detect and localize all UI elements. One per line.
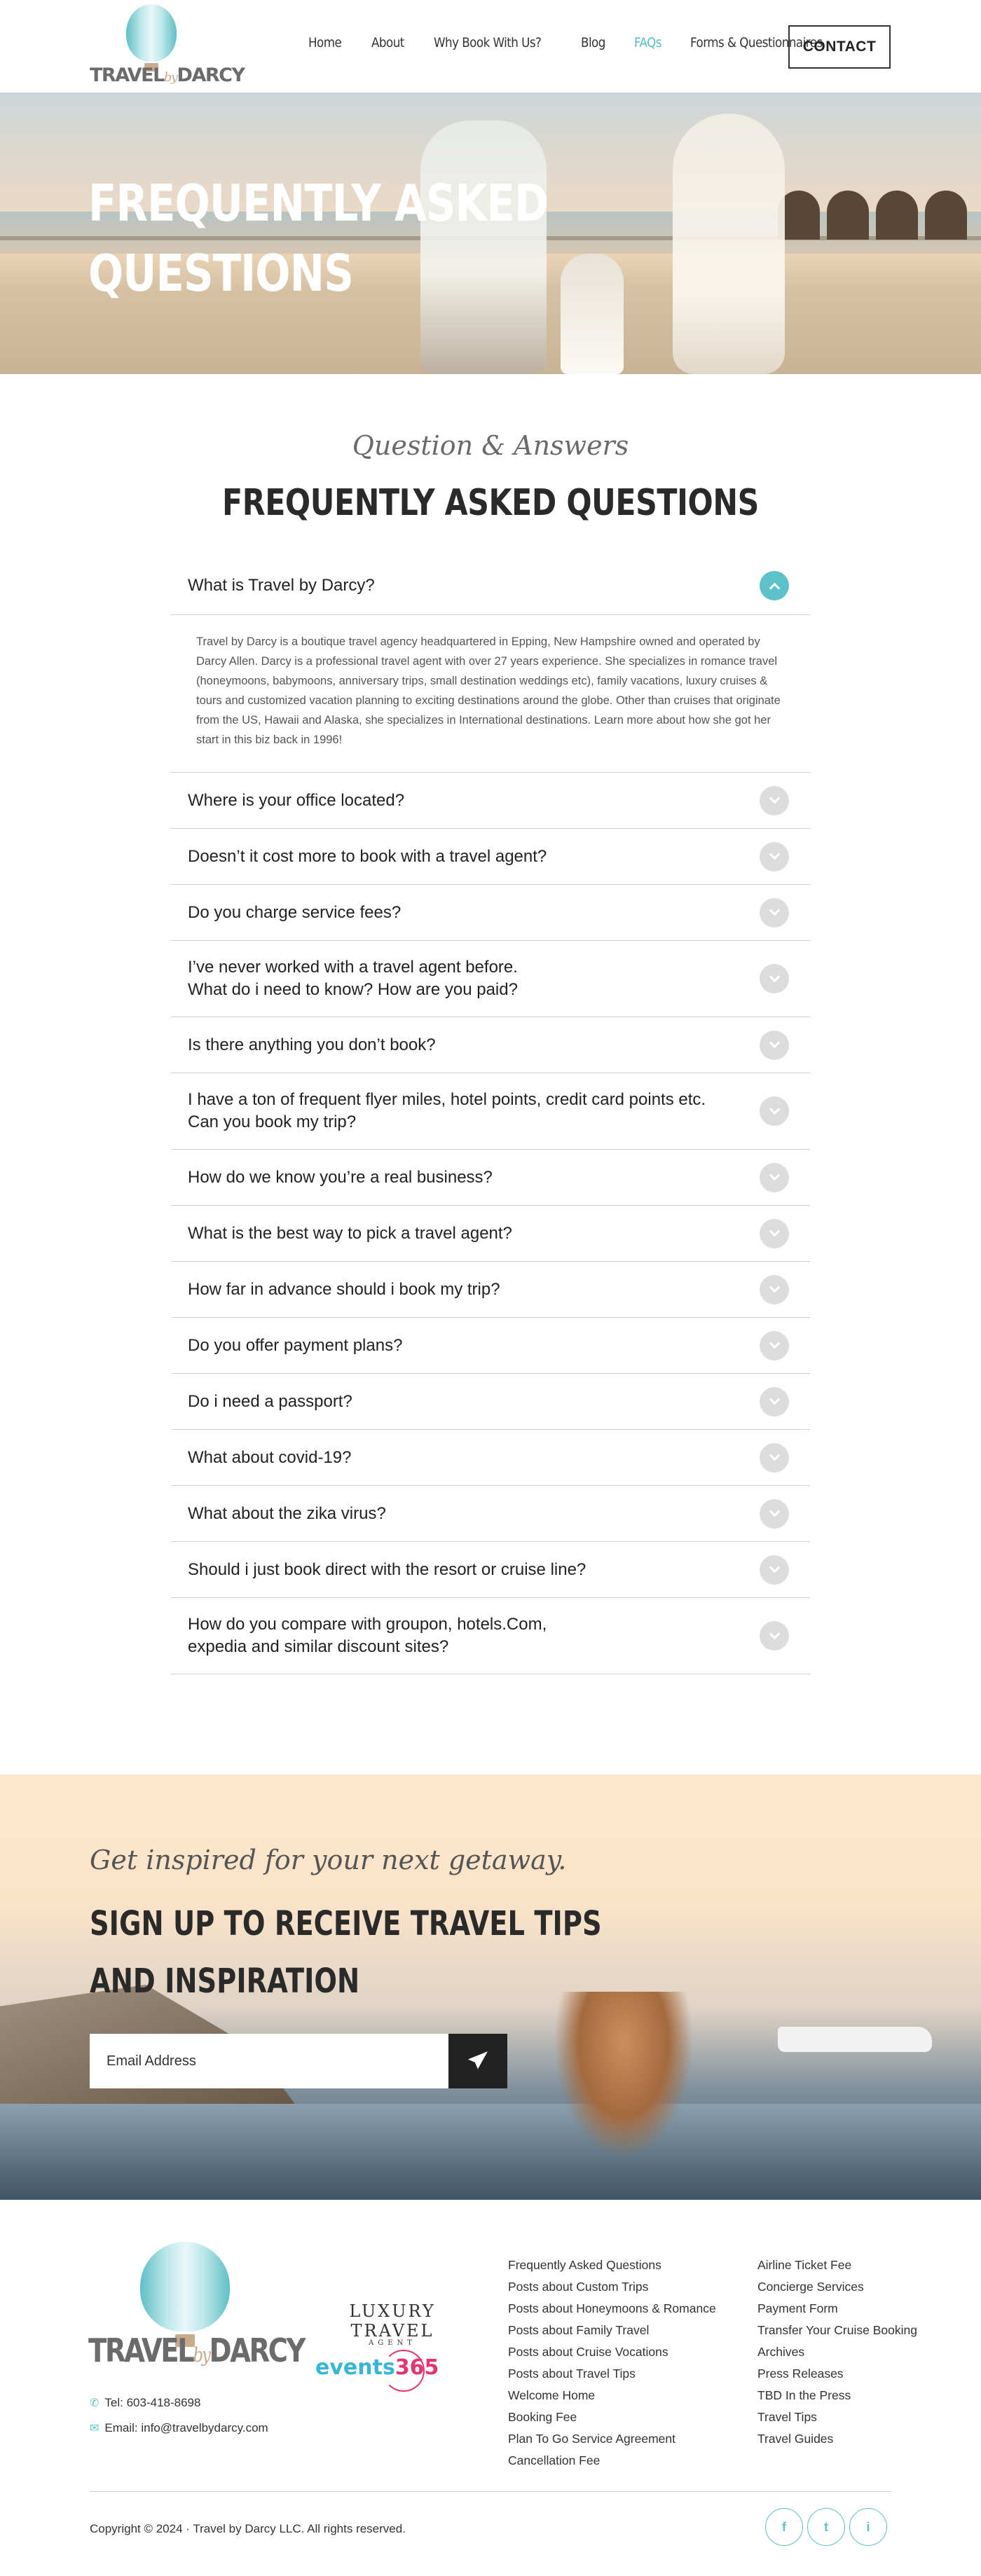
- contact-button[interactable]: CONTACT: [788, 25, 891, 69]
- faq-question-text: Where is your office located?: [188, 790, 405, 810]
- faq-question[interactable]: [171, 773, 810, 828]
- faq-question[interactable]: [171, 1598, 810, 1674]
- faq-question[interactable]: [171, 1318, 810, 1373]
- faq-question[interactable]: [171, 1374, 810, 1429]
- faq-item: [171, 1262, 810, 1318]
- site-logo[interactable]: [90, 4, 245, 88]
- footer-link[interactable]: Frequently Asked Questions: [508, 2258, 661, 2272]
- chevron-down-icon[interactable]: [760, 786, 789, 815]
- faq-item: [171, 1430, 810, 1486]
- faq-item: [171, 1150, 810, 1206]
- faq-question[interactable]: [171, 1206, 810, 1261]
- twitter-icon[interactable]: t: [807, 2508, 845, 2546]
- logo-wordmark: TRAVELbyDARCY: [90, 64, 245, 86]
- faq-item: [171, 1206, 810, 1262]
- chevron-down-icon[interactable]: [760, 842, 789, 872]
- faq-question-text: I’ve never worked with a travel agent before. What do i need to know? How are you paid?: [188, 958, 518, 999]
- nav-blog[interactable]: Blog: [581, 35, 606, 50]
- nav-why-book[interactable]: Why Book With Us?: [433, 35, 542, 50]
- chevron-down-icon[interactable]: [760, 1443, 789, 1473]
- chevron-down-icon[interactable]: [760, 1163, 789, 1192]
- faq-question[interactable]: [171, 557, 810, 614]
- faq-question[interactable]: [171, 1262, 810, 1317]
- hot-air-balloon-icon: [140, 2242, 230, 2332]
- nav-faqs[interactable]: FAQs: [633, 35, 661, 50]
- submit-button[interactable]: [448, 2034, 507, 2088]
- footer-divider: [90, 2491, 891, 2492]
- faq-item: [171, 1073, 810, 1150]
- faq-question[interactable]: [171, 1073, 810, 1149]
- chevron-down-icon[interactable]: [760, 898, 789, 928]
- footer-link[interactable]: TBD In the Press: [757, 2388, 851, 2402]
- chevron-down-icon[interactable]: [760, 1387, 789, 1417]
- footer-phone[interactable]: ✆ Tel: 603-418-8698: [90, 2396, 201, 2409]
- hero-hut: [827, 191, 869, 240]
- nav-home[interactable]: Home: [308, 35, 342, 50]
- faq-question[interactable]: [171, 1150, 810, 1205]
- chevron-down-icon[interactable]: [760, 1031, 789, 1060]
- faq-item: [171, 773, 810, 829]
- footer-link[interactable]: Travel Tips: [757, 2410, 817, 2424]
- hero-hut: [925, 191, 967, 240]
- nav-about[interactable]: About: [371, 35, 404, 50]
- faq-question-text: Is there anything you don’t book?: [188, 1035, 436, 1054]
- hero-child-figure: [561, 254, 624, 374]
- signup-infinity-pool: [0, 2104, 981, 2200]
- faq-item: [171, 885, 810, 941]
- signup-woman-figure: [554, 1992, 694, 2160]
- paper-plane-icon: [467, 2051, 488, 2072]
- chevron-down-icon[interactable]: [760, 1275, 789, 1304]
- footer-email[interactable]: ✉ Email: info@travelbydarcy.com: [90, 2421, 268, 2434]
- hero-mother-figure: [673, 113, 785, 374]
- chevron-down-icon[interactable]: [760, 964, 789, 993]
- faq-question-text: How do you compare with groupon, hotels.Com, expedia and similar discount sites?: [188, 1615, 547, 1656]
- events365-ring: [383, 2350, 425, 2392]
- faq-item: [171, 1318, 810, 1374]
- copyright: Copyright © 2024 · Travel by Darcy LLC. All rights reserved.: [90, 2522, 406, 2535]
- footer-link[interactable]: Posts about Cruise Vocations: [508, 2345, 668, 2359]
- footer-link[interactable]: Concierge Services: [757, 2280, 864, 2294]
- footer-link[interactable]: Posts about Travel Tips: [508, 2367, 636, 2381]
- footer-logo[interactable]: [88, 2242, 304, 2375]
- footer-link[interactable]: Booking Fee: [508, 2410, 577, 2424]
- faq-question-text: How far in advance should i book my trip?: [188, 1279, 500, 1299]
- faq-question[interactable]: [171, 1017, 810, 1073]
- faq-item: [171, 1542, 810, 1598]
- footer-logo-wordmark: TRAVELbyDARCY: [88, 2332, 304, 2369]
- faq-question[interactable]: [171, 941, 810, 1017]
- signup-eyebrow: Get inspired for your next getaway.: [90, 1845, 567, 1875]
- footer-link[interactable]: Transfer Your Cruise Booking: [757, 2323, 917, 2337]
- hero-title: FREQUENTLY ASKED QUESTIONS: [88, 174, 549, 303]
- site-footer: [0, 2200, 981, 2576]
- faq-question[interactable]: [171, 1542, 810, 1597]
- faq-item: [171, 1374, 810, 1430]
- faq-question[interactable]: [171, 829, 810, 884]
- faq-question-text: Do you offer payment plans?: [188, 1335, 403, 1355]
- newsletter-signup: [0, 1775, 981, 2200]
- faq-item: [171, 1486, 810, 1542]
- faq-item: [171, 829, 810, 885]
- faq-question-text: What about covid-19?: [188, 1447, 352, 1467]
- hot-air-balloon-icon: [126, 4, 177, 62]
- footer-link[interactable]: Plan To Go Service Agreement: [508, 2432, 675, 2446]
- footer-link[interactable]: Payment Form: [757, 2301, 838, 2315]
- signup-title: SIGN UP TO RECEIVE TRAVEL TIPS AND INSPIRATION: [90, 1904, 602, 2001]
- footer-links-col2: [757, 2254, 917, 2450]
- footer-link[interactable]: Posts about Custom Trips: [508, 2280, 649, 2294]
- faq-question-text: What is Travel by Darcy?: [188, 576, 375, 595]
- chevron-down-icon[interactable]: [760, 1219, 789, 1248]
- facebook-icon[interactable]: f: [765, 2508, 803, 2546]
- signup-form: [90, 2034, 507, 2088]
- faq-accordion: [171, 557, 810, 1674]
- footer-links-col1: [508, 2254, 716, 2472]
- nav-forms[interactable]: Forms & Questionnaires: [690, 35, 823, 50]
- footer-link[interactable]: Airline Ticket Fee: [757, 2258, 852, 2272]
- chevron-up-icon[interactable]: [760, 571, 789, 600]
- footer-link[interactable]: Travel Guides: [757, 2432, 834, 2446]
- faq-question-text: Should i just book direct with the resort or cruise line?: [188, 1559, 586, 1579]
- faq-question-text: I have a ton of frequent flyer miles, hotel points, credit card points etc. Can you book my trip?: [188, 1090, 706, 1131]
- site-header: [0, 0, 981, 92]
- envelope-icon: ✉: [90, 2423, 100, 2434]
- faq-question-text: What about the zika virus?: [188, 1503, 386, 1523]
- faq-eyebrow: Question & Answers: [352, 430, 629, 461]
- chevron-down-icon[interactable]: [760, 1096, 789, 1126]
- events365-logo[interactable]: events365: [315, 2355, 439, 2380]
- main-nav: [308, 35, 866, 50]
- footer-link[interactable]: Cancellation Fee: [508, 2453, 601, 2467]
- footer-link[interactable]: Posts about Honeymoons & Romance: [508, 2301, 716, 2315]
- footer-link[interactable]: Welcome Home: [508, 2388, 596, 2402]
- faq-title: FREQUENTLY ASKED QUESTIONS: [222, 482, 759, 524]
- faq-question-text: Do i need a passport?: [188, 1391, 352, 1411]
- faq-question[interactable]: [171, 1486, 810, 1541]
- luxury-travel-agent-logo[interactable]: LUXURY TRAVEL AGENT: [349, 2301, 436, 2347]
- faq-item: [171, 557, 810, 773]
- footer-link[interactable]: Archives: [757, 2345, 805, 2359]
- faq-item: [171, 1598, 810, 1674]
- faq-question-text: How do we know you’re a real business?: [188, 1167, 493, 1187]
- email-input[interactable]: [90, 2034, 448, 2088]
- chevron-down-icon[interactable]: [760, 1499, 789, 1529]
- signup-cruise-ship: [778, 2027, 932, 2052]
- chevron-down-icon[interactable]: [760, 1555, 789, 1585]
- faq-question[interactable]: [171, 885, 810, 940]
- faq-question-text: Do you charge service fees?: [188, 902, 402, 922]
- instagram-icon[interactable]: i: [849, 2508, 887, 2546]
- footer-link[interactable]: Press Releases: [757, 2367, 844, 2381]
- faq-answer: Travel by Darcy is a boutique travel agency headquartered in Epping, New Hampshire owned and operated by Darcy Allen. Darcy is a professional travel agent with over 27 years experience. She specializes in romance travel (honeymoons, babymoons, anniversary trips, small destination weddings etc), family vacations, luxury cruises & tours and customized vacation planning to exciting destinations around the globe. Other than cruises that originate from the US, Hawaii and Alaska, she specializes in International destinations. Learn more about how she got her start in this biz back in 1996!: [171, 614, 810, 772]
- footer-link[interactable]: Posts about Family Travel: [508, 2323, 650, 2337]
- faq-question[interactable]: [171, 1430, 810, 1485]
- chevron-down-icon[interactable]: [760, 1331, 789, 1361]
- faq-question-text: What is the best way to pick a travel agent?: [188, 1223, 512, 1243]
- faq-item: [171, 941, 810, 1017]
- hero-banner: [0, 92, 981, 374]
- faq-question-text: Doesn’t it cost more to book with a travel agent?: [188, 846, 547, 866]
- faq-item: [171, 1017, 810, 1073]
- hero-hut: [876, 191, 918, 240]
- chevron-down-icon[interactable]: [760, 1621, 789, 1651]
- phone-icon: ✆: [90, 2397, 100, 2409]
